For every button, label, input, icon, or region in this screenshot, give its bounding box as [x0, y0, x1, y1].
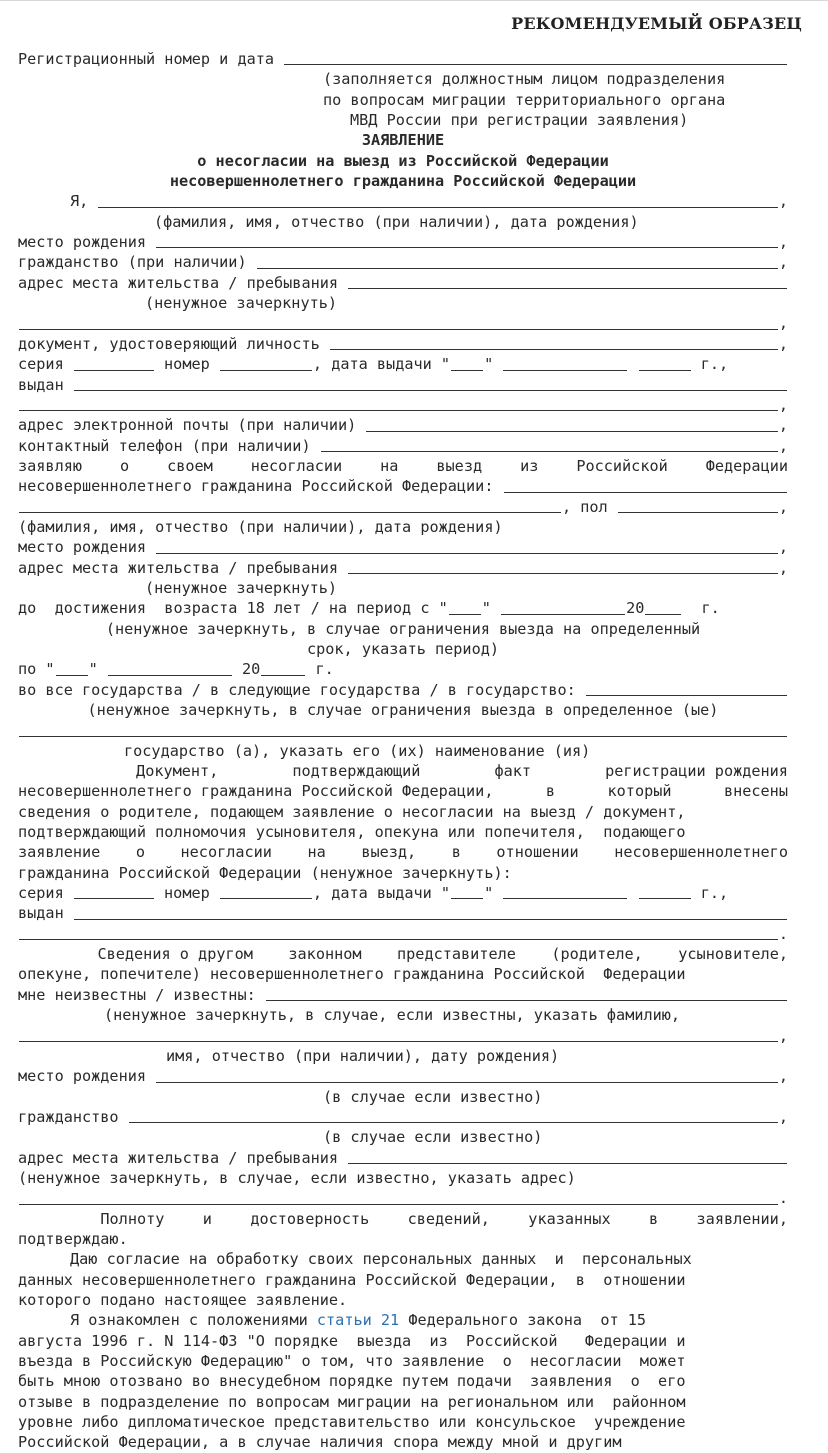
series-field[interactable]: [74, 356, 154, 371]
period-note: (ненужное зачеркнуть, в случае ограничения выезда на определенный: [105, 619, 701, 638]
other-rep-birthplace-field[interactable]: [156, 1068, 778, 1083]
issued-by-field[interactable]: [74, 376, 787, 391]
series-label: серия: [18, 884, 64, 903]
other-rep-address-note: (ненужное зачеркнуть, в случае, если известно, указать адрес): [18, 1168, 576, 1187]
cross-out-hint: (ненужное зачеркнуть): [145, 294, 338, 313]
issued-by-field-cont[interactable]: [19, 396, 778, 411]
period-start-month-field[interactable]: [501, 600, 625, 615]
states-note: (ненужное зачеркнуть, в случае ограничения выезда в определенное (ые): [87, 701, 719, 719]
until-label: до достижения возраста 18 лет / на период с ": [18, 599, 448, 618]
registration-note: (заполняется должностным лицом подразделения: [323, 70, 726, 89]
period-end-month-field[interactable]: [108, 661, 232, 676]
number-field[interactable]: [220, 356, 312, 371]
other-rep-birthplace-label: место рождения: [18, 1067, 147, 1086]
period-end-day-field[interactable]: [56, 661, 88, 676]
form-title: ЗАЯВЛЕНИЕ: [361, 131, 445, 150]
issue-day-field[interactable]: [451, 356, 483, 371]
citizenship-field[interactable]: [257, 254, 778, 269]
article-21-link[interactable]: статьи 21: [316, 1311, 400, 1330]
birth-doc-series-field[interactable]: [74, 884, 154, 899]
registration-label: Регистрационный номер и дата: [18, 50, 275, 68]
form-subtitle: о несогласии на выезд из Российской Федерации: [197, 151, 609, 170]
sex-field[interactable]: [618, 498, 778, 513]
issued-by-label: выдан: [18, 904, 64, 923]
minor-address-field[interactable]: [348, 559, 778, 574]
if-known-hint: (в случае если известно): [323, 1087, 543, 1106]
issue-month-field[interactable]: [503, 356, 627, 371]
birthplace-field[interactable]: [156, 233, 778, 248]
consent-text: которого подано настоящее заявление.: [18, 1290, 348, 1309]
address-field-cont[interactable]: [19, 315, 778, 330]
series-label: серия: [18, 355, 64, 374]
minor-address-label: адрес места жительства / пребывания: [18, 558, 339, 577]
states-label: во все государства / в следующие государства / в государство:: [18, 680, 576, 699]
number-label: номер: [164, 355, 210, 374]
minor-name-hint: (фамилия, имя, отчество (при наличии), дата рождения): [18, 517, 503, 536]
birth-doc-day-field[interactable]: [451, 884, 483, 899]
if-known-hint: (в случае если известно): [323, 1128, 543, 1147]
period-end-label: по ": [18, 660, 55, 679]
states-field[interactable]: [586, 681, 787, 696]
citizenship-label: гражданство (при наличии): [18, 253, 247, 272]
minor-birthplace-field[interactable]: [156, 539, 778, 554]
application-form: Регистрационный номер и дата (заполняется должностным лицом подразделения по вопросам миграции территориального органа МВД России при регистрации заявления) ЗАЯВЛЕНИЕ о несогласии на выезд из Российской Федерации несовершеннолетнего гражданина Российской Федерации Я, , (фамилия, имя, отчество (при наличии), дата рождения) место рождения , гражданство (при наличии) , адрес места жительства / пребывания (ненужное зачеркнуть) , документ, удостоверяющий личность , серия номер , дата выдачи " " г., выдан , адрес электронной почты (при наличии) , контактный телефон (при наличии) , заявляю о своем несогласии на выезд из Российской Федерации несовершеннолетнего гражданина Российской Федерации: , пол , (фамилия, имя, отчество (при наличии), дата рождения) место рождения , адрес места жительства / пребывания , (ненужное зачеркнуть) до достижения возраста 18 лет / на период с " " 20 г. (ненужное зачеркнуть, в случае ограничения выезда на определенный срок, указать период) по " " 20 г. во все государства / в следующие государства / в государство: (ненужное зачеркнуть, в случае ограничения выезда в определенное (ые) государство (а), указать его (их) наименование (ия) Документ, подтверждающий факт регистрации рождения несовершеннолетнего гражданина Российской Федерации, в который внесены сведения о родителе, подающем заявление о несогласии на выезд / документ, подтверждающий полномочия усыновителя, опекуна или попечителя, подающего заявление о несогласии на выезд, в отношении несовершеннолетнего гражданина Российской Федерации (ненужное зачеркнуть): серия номер , дата выдачи " " г., выдан . Сведения о другом законном представителе (родителе, усыновителе, опекуне, попечителе) несовершеннолетнего гражданина Российской Федерации мне неизвестны / известны: (ненужное зачеркнуть, в случае, если известны, указать фамилию, , имя, отчество (при наличии), дату рождения) место рождения , (в случае если известно) гражданство , (в случае если известно) адрес места жительства / пребывания (ненужное зачеркнуть, в случае, если известно, указать адрес) . Полноту и достоверность сведений, указанных в заявлении, подтверждаю. Даю согласие на обработку своих персональных данных и персональных данных несовершеннолетнего гражданина Российской Федерации, в отношении которого подано настоящее заявление. Я ознакомлен с положениями статьи 21 Федерального закона от 15 августа 1996 г. N 114-ФЗ "О порядке выезда из Российской Федерации и въезда в Российскую Федерацию" о том, что заявление о несогласии может быть мною отозвано во внесудебном порядке путем подачи заявления о его отзыве в подразделение по вопросам миграции на региональном или районном уровне либо дипломатическое представительство или консульское учреждение Российской Федерации, а в случае наличия спора между мной и другим: [18, 50, 788, 1452]
other-rep-note: имя, отчество (при наличии), дату рождения): [166, 1046, 560, 1065]
applicant-name-field[interactable]: [98, 193, 777, 208]
other-rep-address-field-cont[interactable]: [19, 1190, 778, 1205]
other-rep-name-field[interactable]: [19, 1027, 778, 1042]
registration-field[interactable]: [284, 50, 787, 65]
phone-field[interactable]: [321, 437, 778, 452]
period-note: срок, указать период): [306, 639, 500, 658]
year-suffix: г.,: [700, 355, 729, 374]
other-rep-address-field[interactable]: [348, 1149, 787, 1164]
minor-birthplace-label: место рождения: [18, 538, 147, 557]
birth-doc-issued-by-field-cont[interactable]: [19, 925, 778, 940]
address-field[interactable]: [348, 274, 787, 289]
birth-doc-month-field[interactable]: [503, 884, 627, 899]
acknowledge-text: Я ознакомлен с положениями: [70, 1311, 317, 1330]
other-rep-note: (ненужное зачеркнуть, в случае, если известны, указать фамилию,: [104, 1006, 681, 1025]
birth-doc-issued-by-field[interactable]: [74, 905, 787, 920]
other-rep-address-label: адрес места жительства / пребывания: [18, 1148, 339, 1167]
states-field-cont[interactable]: [19, 722, 787, 737]
other-rep-citizenship-label: гражданство: [18, 1107, 119, 1126]
form-subtitle: несовершеннолетнего гражданина Российской Федерации: [169, 172, 637, 191]
registration-line: [18, 49, 788, 69]
sex-label: , пол: [561, 497, 608, 516]
consent-text: данных несовершеннолетнего гражданина Российской Федерации, в отношении: [18, 1270, 686, 1289]
states-note: государство (а), указать его (их) наименование (ия): [124, 741, 591, 760]
issue-year-field[interactable]: [639, 356, 691, 371]
issue-date-label: , дата выдачи ": [312, 355, 451, 374]
issue-date-label: , дата выдачи ": [312, 884, 451, 903]
number-label: номер: [164, 884, 210, 903]
period-end-year-field[interactable]: [261, 661, 305, 676]
registration-note: по вопросам миграции территориального органа: [323, 90, 726, 109]
id-document-label: документ, удостоверяющий личность: [18, 334, 320, 353]
address-label: адрес места жительства / пребывания: [18, 273, 339, 292]
i-label: Я,: [70, 192, 89, 211]
period-start-year-field[interactable]: [645, 600, 681, 615]
email-field[interactable]: [366, 417, 777, 432]
statement-text: несовершеннолетнего гражданина Российской Федерации:: [18, 477, 494, 496]
cross-out-hint: (ненужное зачеркнуть): [145, 578, 338, 597]
other-rep-citizenship-field[interactable]: [129, 1108, 778, 1123]
issued-by-label: выдан: [18, 375, 64, 394]
period-start-day-field[interactable]: [449, 600, 481, 615]
minor-name-field[interactable]: [504, 478, 787, 493]
phone-label: контактный телефон (при наличии): [18, 436, 311, 455]
birth-doc-number-field[interactable]: [220, 884, 312, 899]
recommended-sample-stamp: РЕКОМЕНДУЕМЫЙ ОБРАЗЕЦ: [511, 14, 802, 33]
minor-name-field-cont[interactable]: [19, 498, 561, 513]
birthplace-label: место рождения: [18, 233, 147, 252]
name-hint: (фамилия, имя, отчество (при наличии), дата рождения): [154, 212, 639, 231]
consent-text: Даю согласие на обработку своих персональных данных и персональных: [70, 1250, 692, 1269]
statement-line: заявляю о своем несогласии на выезд из Российской Федерации: [18, 456, 788, 475]
id-document-field[interactable]: [330, 335, 778, 350]
registration-note: МВД России при регистрации заявления): [350, 111, 689, 130]
top-border: [0, 0, 828, 1]
birth-doc-year-field[interactable]: [639, 884, 691, 899]
other-rep-field[interactable]: [266, 986, 787, 1001]
email-label: адрес электронной почты (при наличии): [18, 416, 357, 435]
